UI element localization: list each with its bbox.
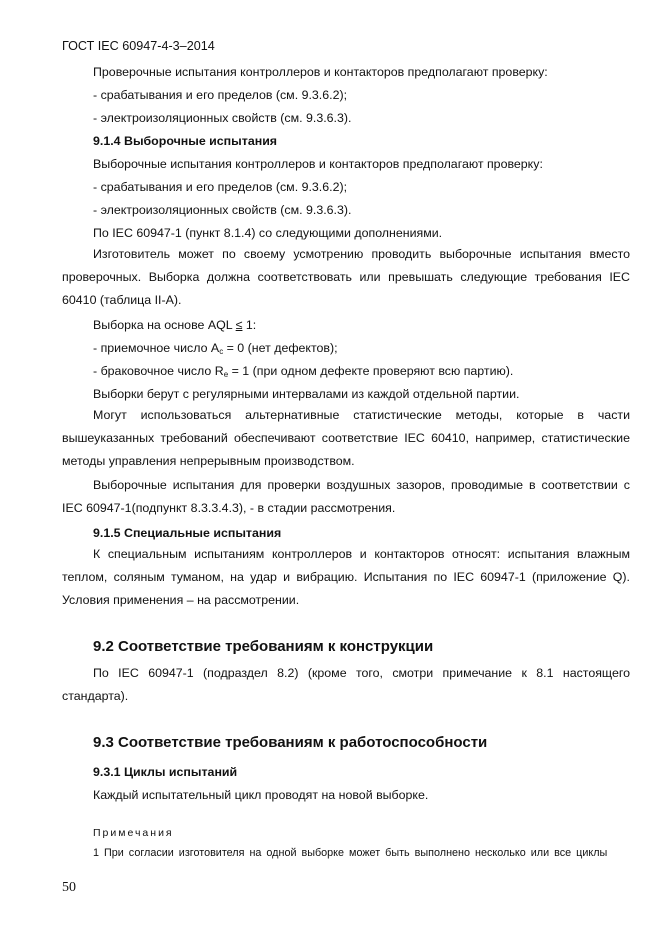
aql-line [93,317,256,333]
verification-tests-intro: Проверочные испытания контроллеров и контакторов предполагают проверку: [93,65,548,79]
sampling-tests-intro: Выборочные испытания контроллеров и контакторов предполагают проверку: [93,157,543,171]
rejection-number-item [93,363,513,383]
rejection-prefix: - браковочное число R [93,364,224,378]
acceptance-prefix: - приемочное число A [93,341,220,355]
rejection-subscript: e [223,370,229,379]
aql-value: 1: [242,318,257,332]
acceptance-subscript: c [219,347,224,356]
special-tests-paragraph: К специальным испытаниям контроллеров и контакторов относят: испытания влажным теплом, соляным туманом, на удар и вибрацию. Испытания по IEC 60947-1 (приложение Q). Условия применения – на рассмотрении. [62,547,630,607]
section-heading-9-3: 9.3 Соответствие требованиям к работоспособности [93,734,488,751]
less-or-equal-symbol: ≤ [235,318,243,332]
clearance-tests-paragraph: Выборочные испытания для проверки воздушных зазоров, проводимые в соответствии с IEC 60947-1(подпункт 8.3.3.4.3), - в стадии рассмотрения. [62,478,630,515]
manufacturer-paragraph: Изготовитель может по своему усмотрению проводить выборочные испытания вместо проверочных. Выборка должна соответствовать или превышать следующие требования IEC 60410 (таблица II-A). [62,247,630,307]
section-heading-9-1-5: 9.1.5 Специальные испытания [93,526,282,540]
acceptance-suffix: = 0 (нет дефектов); [223,341,338,355]
aql-prefix: Выборка на основе AQL [93,318,236,332]
list-item: - срабатывания и его пределов (см. 9.3.6.2); [93,180,348,194]
test-cycle-paragraph: Каждый испытательный цикл проводят на новой выборке. [93,788,429,802]
list-item: - электроизоляционных свойств (см. 9.3.6.3). [93,111,352,125]
section-heading-9-3-1: 9.3.1 Циклы испытаний [93,765,238,779]
list-item: - электроизоляционных свойств (см. 9.3.6.3). [93,203,352,217]
rejection-suffix: = 1 (при одном дефекте проверяют всю партию). [228,364,514,378]
reference-paragraph: По IEC 60947-1 (пункт 8.1.4) со следующими дополнениями. [93,226,443,240]
section-heading-9-2: 9.2 Соответствие требованиям к конструкции [93,638,434,655]
document-header: ГОСТ IEC 60947-4-3–2014 [62,39,215,53]
samples-paragraph: Выборки берут с регулярными интервалами из каждой отдельной партии. [93,387,520,401]
list-item: - срабатывания и его пределов (см. 9.3.6.2); [93,88,348,102]
acceptance-number-item [93,340,338,360]
page-number: 50 [62,880,76,895]
section-heading-9-1-4: 9.1.4 Выборочные испытания [93,134,278,148]
note-1: 1 При согласии изготовителя на одной выборке может быть выполнено несколько или все циклы [93,847,608,859]
alternative-methods-paragraph: Могут использоваться альтернативные статистические методы, которые в части вышеуказанных требований обеспечивают соответствие IEC 60410, например, статистические методы управления непрерывным производством. [62,408,630,468]
notes-heading: Примечания [93,827,174,839]
construction-paragraph: По IEC 60947-1 (подраздел 8.2) (кроме того, смотри примечание к 8.1 настоящего стандарта). [62,666,630,703]
